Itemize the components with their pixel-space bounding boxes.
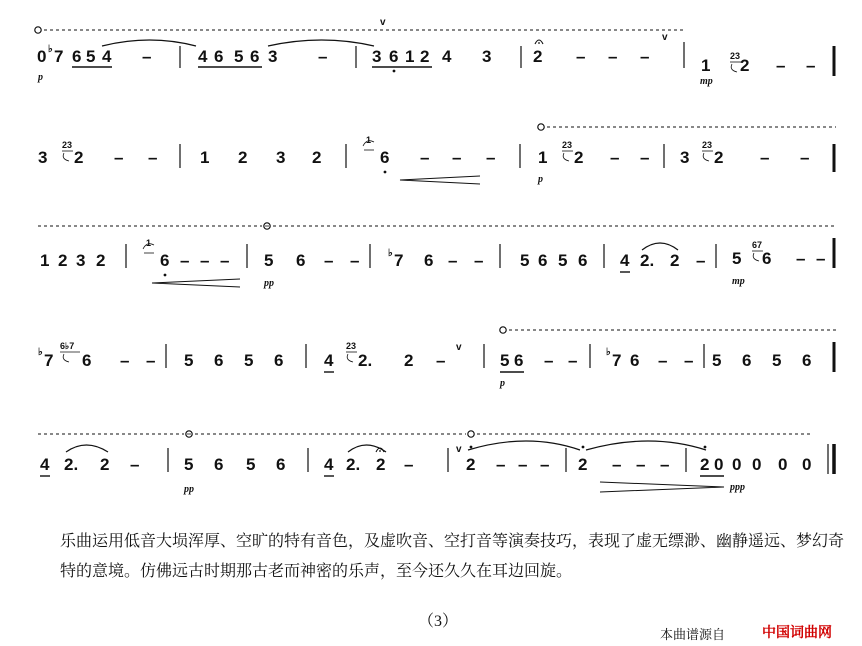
svg-text:–: – [640,148,650,167]
svg-text:3: 3 [268,47,278,66]
svg-text:5: 5 [558,251,568,270]
dynamic-mark: ppp [730,482,745,493]
svg-text:3: 3 [372,47,382,66]
svg-text:3: 3 [482,47,492,66]
svg-text:6: 6 [514,351,524,370]
svg-text:2: 2 [740,56,750,75]
dynamic-mark: mp [700,76,713,87]
svg-text:2: 2 [96,251,106,270]
svg-text:6: 6 [276,455,286,474]
svg-text:–: – [576,47,586,66]
svg-text:–: – [318,47,328,66]
svg-text:5: 5 [500,351,510,370]
svg-text:–: – [148,148,158,167]
svg-text:0: 0 [802,455,812,474]
svg-text:6: 6 [742,351,752,370]
description-paragraph: 乐曲运用低音大埙浑厚、空旷的特有音色，及虚吹音、空打音等演奏技巧，表现了虚无缥渺、幽静遥远、梦幻奇特的意境。仿佛远古时期那古老而神密的乐声，至今还久久在耳边回旋。 [60,531,845,580]
svg-text:0: 0 [778,455,788,474]
svg-text:–: – [610,148,620,167]
svg-text:23: 23 [346,341,357,351]
svg-text:–: – [816,249,826,268]
svg-text:23: 23 [730,51,741,61]
svg-text:6: 6 [82,351,92,370]
svg-text:4: 4 [620,251,630,270]
score-line-4 [38,327,836,389]
svg-text:–: – [696,251,706,270]
dynamic-mark: p [538,174,543,185]
svg-text:3: 3 [38,148,48,167]
svg-text:2: 2 [58,251,68,270]
svg-text:2.: 2. [358,351,373,370]
source-label: 本曲谱源自 [660,628,726,643]
svg-text:23: 23 [62,140,73,150]
svg-text:v: v [662,32,668,43]
svg-text:–: – [684,351,694,370]
svg-text:–: – [608,47,618,66]
svg-text:–: – [220,251,230,270]
svg-text:4: 4 [442,47,452,66]
score-line-5 [38,431,834,495]
score-line-3 [38,223,836,289]
svg-text:6: 6 [424,251,434,270]
svg-text:5: 5 [246,455,256,474]
svg-text:♭: ♭ [38,347,43,358]
svg-text:5: 5 [184,455,194,474]
svg-text:5: 5 [184,351,194,370]
svg-text:7: 7 [612,351,622,370]
svg-text:6: 6 [762,249,772,268]
svg-text:–: – [806,56,816,75]
svg-text:–: – [200,251,210,270]
svg-text:6♭7: 6♭7 [60,341,75,351]
svg-text:2: 2 [578,455,588,474]
svg-text:6: 6 [250,47,260,66]
svg-text:–: – [180,251,190,270]
svg-text:–: – [612,455,622,474]
svg-text:6: 6 [578,251,588,270]
svg-text:–: – [636,455,646,474]
dynamic-mark: p [500,378,505,389]
svg-text:–: – [658,351,668,370]
svg-text:–: – [568,351,578,370]
svg-text:–: – [796,249,806,268]
svg-text:6: 6 [72,47,82,66]
svg-text:6: 6 [214,455,224,474]
svg-text:–: – [496,455,506,474]
svg-text:–: – [142,47,152,66]
svg-text:–: – [120,351,130,370]
svg-text:4: 4 [324,351,334,370]
svg-text:2.: 2. [346,455,361,474]
score-line-2 [38,124,836,185]
svg-text:6: 6 [380,148,390,167]
svg-text:6: 6 [389,47,399,66]
svg-text:2: 2 [376,455,386,474]
svg-text:7: 7 [394,251,404,270]
dynamic-mark: pp [184,484,194,495]
svg-text:3: 3 [76,251,86,270]
svg-text:1: 1 [200,148,210,167]
svg-text:5: 5 [732,249,742,268]
svg-text:5: 5 [264,251,274,270]
svg-text:1: 1 [40,251,50,270]
svg-text:3: 3 [276,148,286,167]
svg-text:0: 0 [37,47,47,66]
svg-text:–: – [640,47,650,66]
svg-text:–: – [130,455,140,474]
page-number: （3） [418,613,459,630]
svg-text:2: 2 [670,251,680,270]
svg-text:5: 5 [234,47,244,66]
svg-text:3: 3 [680,148,690,167]
svg-text:1: 1 [405,47,415,66]
svg-text:2: 2 [574,148,584,167]
svg-text:5: 5 [712,351,722,370]
svg-text:♭: ♭ [606,347,611,358]
svg-text:–: – [486,148,496,167]
svg-text:2: 2 [238,148,248,167]
svg-text:6: 6 [160,251,170,270]
svg-text:♭: ♭ [48,44,53,55]
svg-text:6: 6 [802,351,812,370]
svg-text:v: v [380,17,386,28]
svg-text:–: – [518,455,528,474]
svg-text:4: 4 [40,455,50,474]
svg-text:7: 7 [44,351,54,370]
svg-text:2: 2 [714,148,724,167]
svg-text:–: – [146,351,156,370]
svg-text:–: – [760,148,770,167]
svg-text:4: 4 [198,47,208,66]
svg-text:–: – [776,56,786,75]
svg-text:5: 5 [772,351,782,370]
svg-text:5: 5 [86,47,96,66]
svg-text:–: – [404,455,414,474]
svg-text:2.: 2. [640,251,655,270]
svg-text:6: 6 [296,251,306,270]
svg-text:7: 7 [54,47,64,66]
svg-text:2: 2 [466,455,476,474]
svg-text:6: 6 [214,351,224,370]
svg-text:2: 2 [533,47,543,66]
svg-text:2: 2 [404,351,414,370]
svg-text:6: 6 [538,251,548,270]
svg-text:v: v [456,342,462,353]
source-site-link[interactable]: 中国词曲网 [762,625,832,641]
svg-text:2: 2 [700,455,710,474]
svg-text:4: 4 [102,47,112,66]
svg-text:–: – [452,148,462,167]
svg-text:23: 23 [562,140,573,150]
svg-text:–: – [474,251,484,270]
svg-text:0: 0 [714,455,724,474]
svg-text:–: – [420,148,430,167]
svg-text:1: 1 [146,238,152,248]
svg-text:–: – [114,148,124,167]
svg-text:1: 1 [701,56,711,75]
svg-text:5: 5 [520,251,530,270]
svg-text:0: 0 [732,455,742,474]
svg-text:v: v [456,444,462,455]
dynamic-mark: p [38,72,43,83]
svg-text:–: – [544,351,554,370]
svg-text:1: 1 [538,148,548,167]
svg-text:6: 6 [274,351,284,370]
svg-text:1: 1 [366,135,372,145]
svg-text:–: – [800,148,810,167]
svg-text:–: – [448,251,458,270]
svg-text:2: 2 [420,47,430,66]
svg-text:♭: ♭ [388,248,393,259]
svg-text:23: 23 [702,140,713,150]
svg-text:2: 2 [312,148,322,167]
score-line-1 [35,17,834,87]
svg-text:6: 6 [214,47,224,66]
svg-text:4: 4 [324,455,334,474]
svg-text:–: – [660,455,670,474]
dynamic-mark: pp [264,278,274,289]
svg-text:2: 2 [74,148,84,167]
svg-text:6: 6 [630,351,640,370]
svg-text:0: 0 [752,455,762,474]
svg-text:2.: 2. [64,455,79,474]
svg-text:2: 2 [100,455,110,474]
svg-text:67: 67 [752,240,763,250]
dynamic-mark: mp [732,276,745,287]
svg-text:5: 5 [244,351,254,370]
svg-text:–: – [350,251,360,270]
svg-text:–: – [324,251,334,270]
svg-text:–: – [436,351,446,370]
svg-text:–: – [540,455,550,474]
